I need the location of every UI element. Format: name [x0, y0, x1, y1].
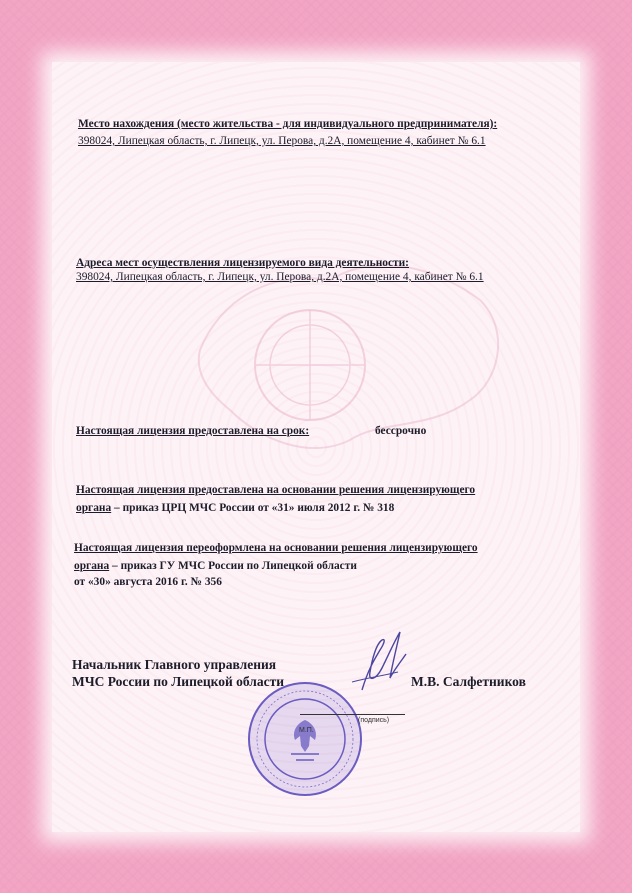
reissue-line1: Настоящая лицензия переоформлена на основании решения лицензирующего: [74, 542, 478, 554]
term-label: Настоящая лицензия предоставлена на срок:: [76, 425, 310, 437]
signature-caption: (подпись): [358, 717, 390, 724]
basis-line1: Настоящая лицензия предоставлена на основании решения лицензирующего: [76, 484, 476, 496]
stamp-caption: М.П.: [299, 727, 314, 734]
signatory-title-line1: Начальник Главного управления: [72, 657, 277, 672]
basis-line2: [76, 501, 394, 515]
reissue-line2: [74, 559, 357, 573]
basis-order: – приказ ЦРЦ МЧС России от «31» июля 2012 г. № 318: [111, 502, 395, 514]
activity-addresses-value: 398024, Липецкая область, г. Липецк, ул. Перова, д.2А, помещение 4, кабинет № 6.1: [76, 271, 484, 283]
signatory-title-line2: МЧС России по Липецкой области: [72, 674, 285, 689]
signature-line: [300, 714, 405, 715]
handwritten-signature: [332, 620, 422, 700]
reissue-organ: органа: [74, 560, 110, 572]
location-value: 398024, Липецкая область, г. Липецк, ул. Перова, д.2А, помещение 4, кабинет № 6.1: [78, 135, 486, 147]
location-label: Место нахождения (место жительства - для индивидуального предпринимателя):: [78, 118, 498, 130]
term-value: бессрочно: [375, 425, 427, 437]
signatory-name: М.В. Салфетников: [411, 674, 526, 689]
reissue-order: – приказ ГУ МЧС России по Липецкой области: [109, 560, 357, 572]
activity-addresses-label: Адреса мест осуществления лицензируемого вида деятельности:: [76, 257, 409, 269]
reissue-line3: от «30» августа 2016 г. № 356: [74, 576, 222, 588]
basis-organ: органа: [76, 502, 112, 514]
